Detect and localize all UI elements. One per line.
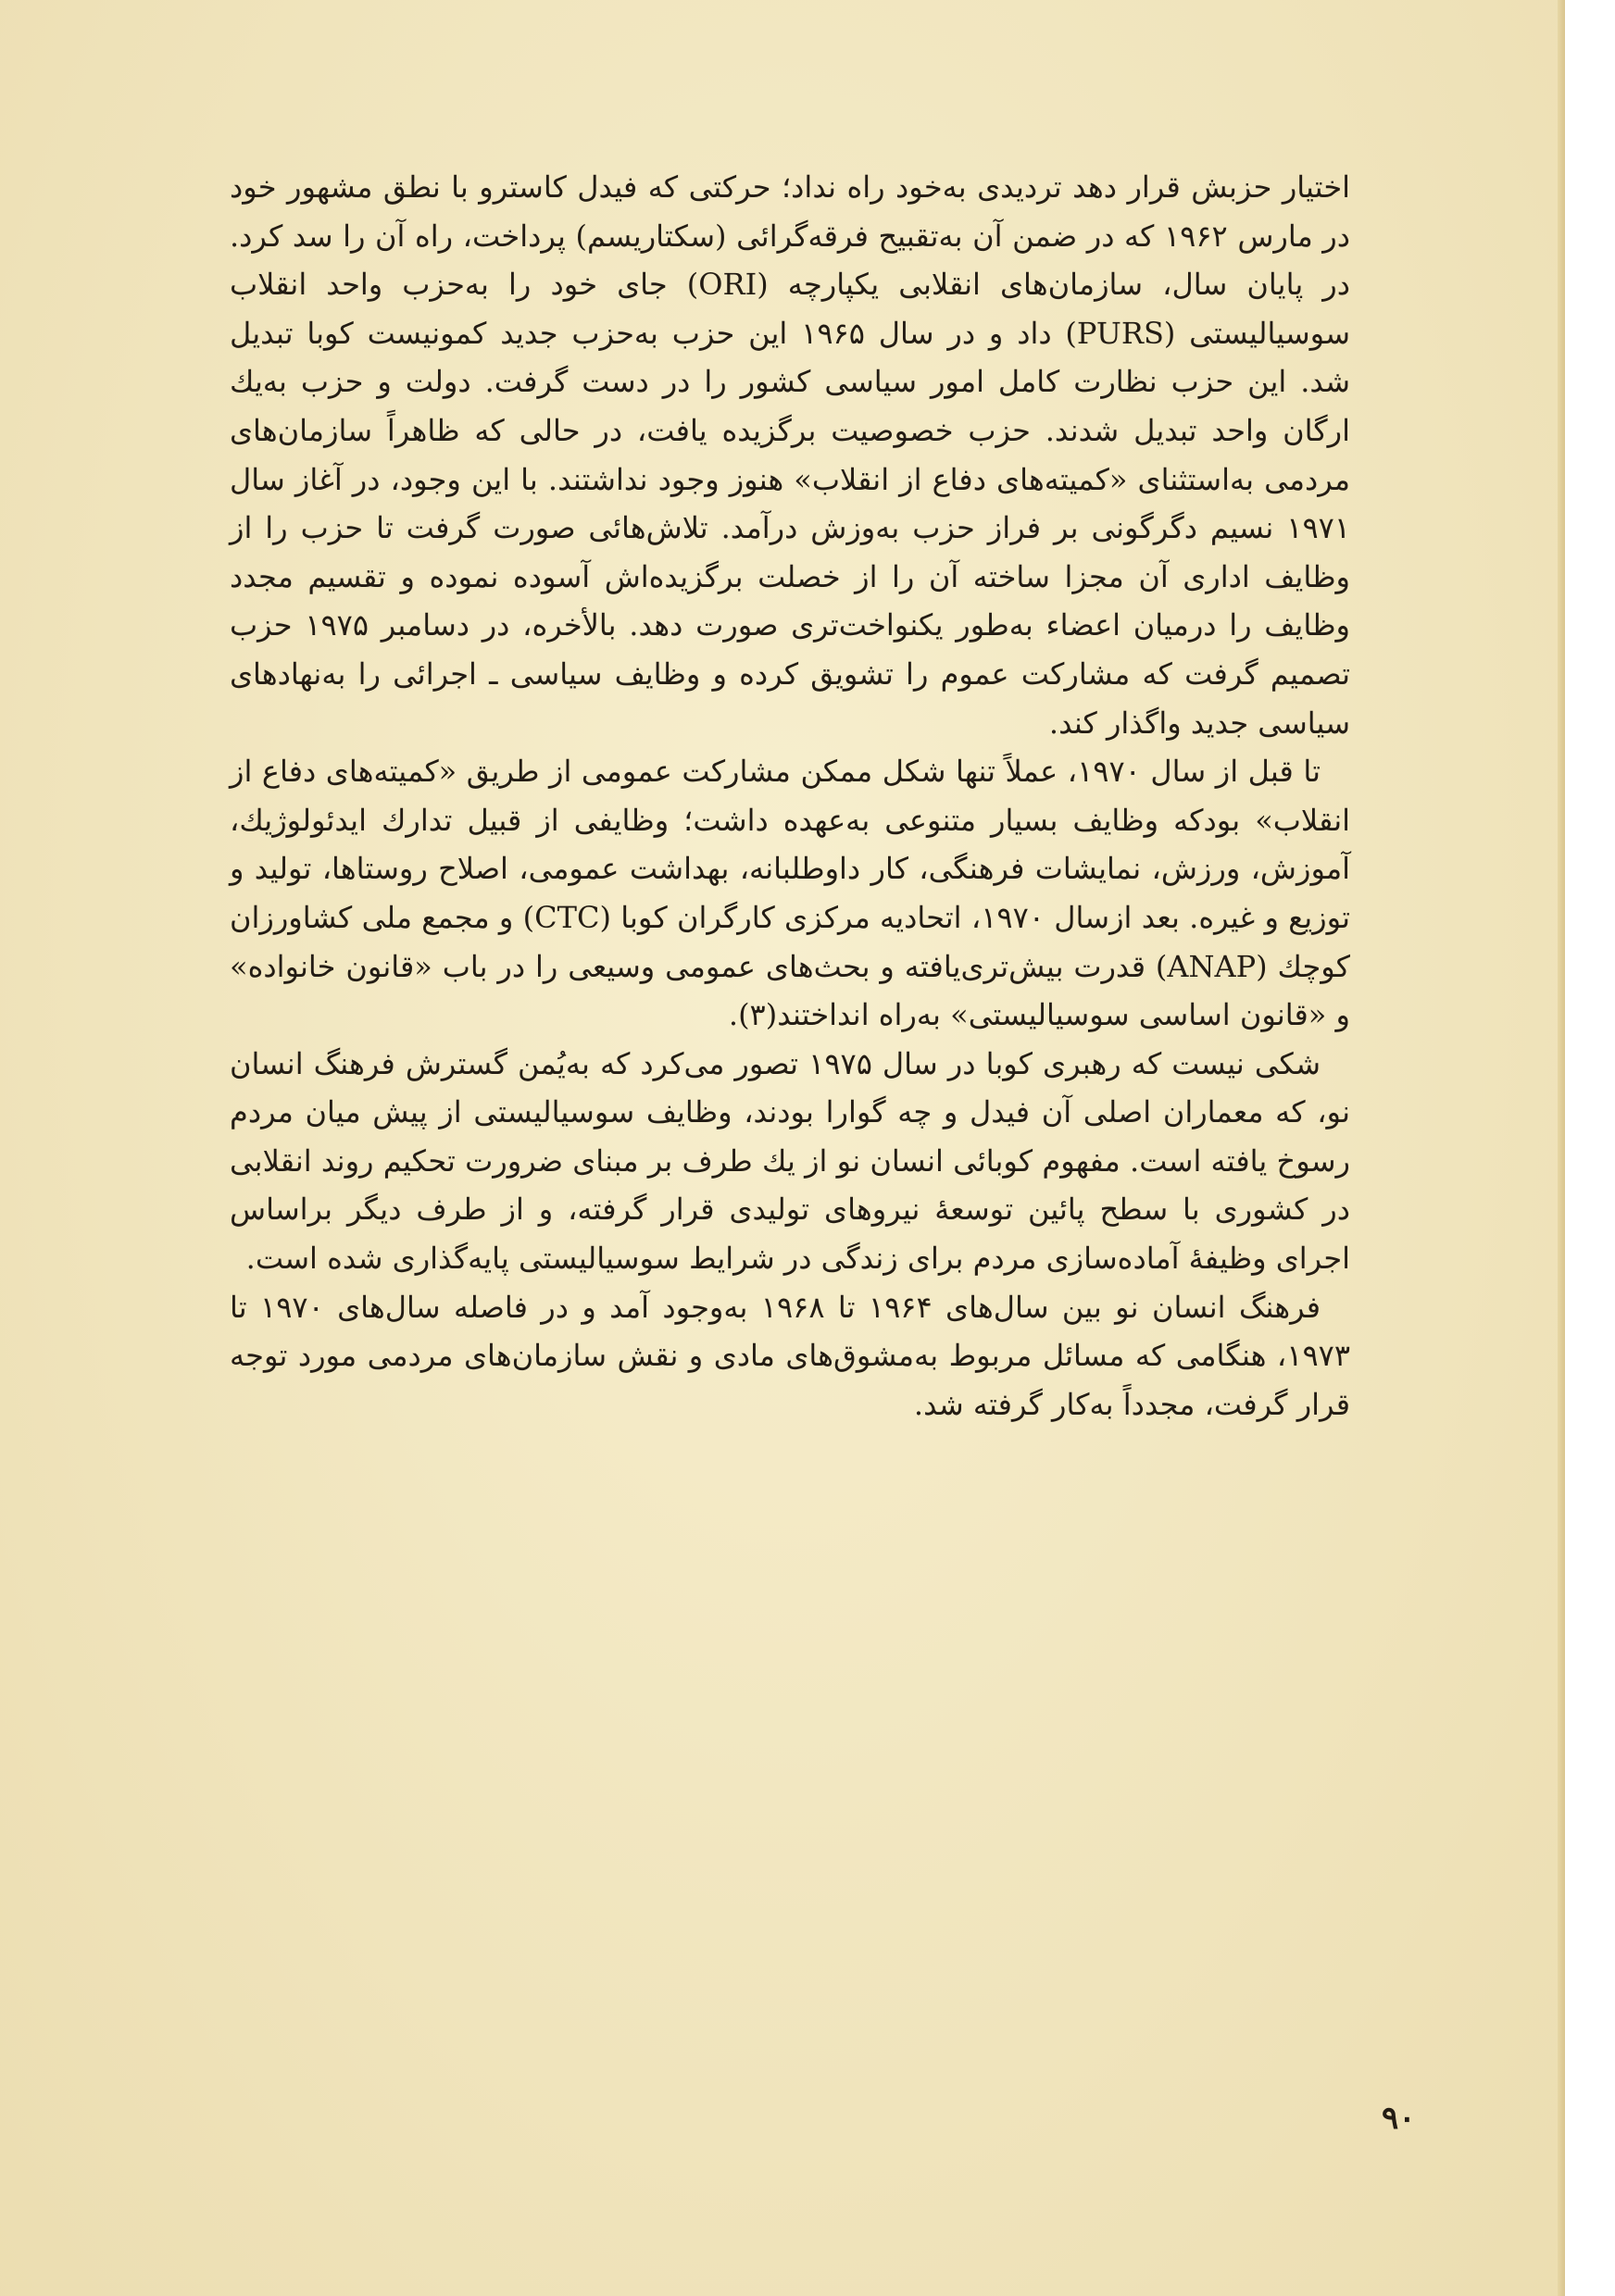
paragraph-1: اختیار حزبش قرار دهد تردیدی به‌خود راه نداد؛ حرکتی که فیدل کاسترو با نطق مشهور خود در مارس ۱۹۶۲ که در ضمن آن به‌تقبیح فرقه‌گرائی (سکتاریسم) پرداخت، راه آن را سد کرد. در پایان سال، سازمان‌های انقلابی یکپارچه (ORI) جای خود را به‌حزب واحد انقلاب سوسیالیستی (PURS) داد و در سال ۱۹۶۵ این حزب به‌حزب جدید کمونیست کوبا تبدیل شد. این حزب نظارت کامل امور سیاسی کشور را در دست گرفت. دولت و حزب به‌یك ارگان واحد تبدیل شدند. حزب خصوصیت برگزیده یافت، در حالی که ظاهراً سازمان‌های مردمی به‌استثنای «کمیته‌های دفاع از انقلاب» هنوز وجود نداشتند. با این وجود، در آغاز سال ۱۹۷۱ نسیم دگرگونی بر فراز حزب به‌وزش درآمد. تلاش‌هائی صورت گرفت تا حزب را از وظایف اداری آن مجزا ساخته آن را از خصلت برگزیده‌اش آسوده نموده و تقسیم مجدد وظایف را درمیان اعضاء به‌طور یکنواخت‌تری صورت دهد. بالأخره، در دسامبر ۱۹۷۵ حزب تصمیم گرفت که مشارکت عموم را تشویق کرده و وظایف سیاسی ـ اجرائی را به‌نهادهای سیاسی جدید واگذار کند. — [230, 169, 1351, 741]
body-text — [230, 163, 1350, 1429]
page-number: ۹۰ — [1382, 2100, 1416, 2137]
page-edge — [1558, 0, 1565, 2296]
paragraph-3: شکی نیست که رهبری کوبا در سال ۱۹۷۵ تصور می‌کرد که به‌یُمن گسترش فرهنگ انسان نو، که معماران اصلی آن فیدل و چه گوارا بودند، وظایف سوسیالیستی از پیش میان مردم رسوخ یافته است. مفهوم کوبائی انسان نو از یك طرف بر مبنای ضرورت تحکیم روند انقلابی در کشوری با سطح پائین توسعهٔ نیروهای تولیدی قرار گرفته، و از طرف دیگر براساس اجرای وظیفهٔ آماده‌سازی مردم برای زندگی در شرایط سوسیالیستی پایه‌گذاری شده است. — [230, 1045, 1350, 1277]
paragraph-2: تا قبل از سال ۱۹۷۰، عملاً تنها شکل ممکن مشارکت عمومی از طریق «کمیته‌های دفاع از انقلاب» بودکه وظایف بسیار متنوعی به‌عهده داشت؛ وظایفی از قبیل تدارك ایدئولوژیك، آموزش، ورزش، نمایشات فرهنگی، کار داوطلبانه، بهداشت عمومی، اصلاح روستاها، تولید و توزیع و غیره. بعد ازسال ۱۹۷۰، اتحادیه مرکزی کارگران کوبا (CTC) و مجمع ملی کشاورزان کوچك (ANAP) قدرت بیش‌تری‌یافته و بحث‌های عمومی وسیعی را در باب «قانون خانواده» و «قانون اساسی سوسیالیستی» به‌راه انداختند(۳). — [230, 754, 1351, 1033]
scan-margin — [1565, 0, 1615, 2296]
paragraph-4: فرهنگ انسان نو بین سال‌های ۱۹۶۴ تا ۱۹۶۸ به‌وجود آمد و در فاصله سال‌های ۱۹۷۰ تا ۱۹۷۳، هنگامی که مسائل مربوط به‌مشوق‌های مادی و نقش سازمان‌های مردمی مورد توجه قرار گرفت، مجدداً به‌کار گرفته شد. — [230, 1289, 1350, 1422]
